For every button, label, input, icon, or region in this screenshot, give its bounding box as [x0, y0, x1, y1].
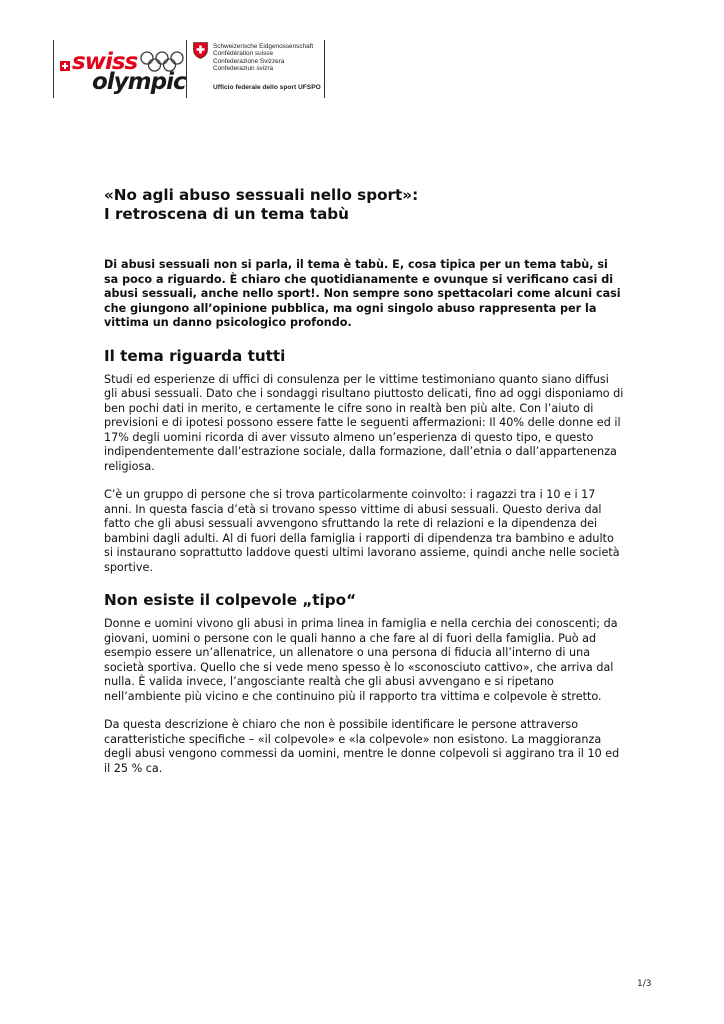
- page-number: 1/3: [637, 979, 652, 989]
- section-heading: Il tema riguarda tutti: [104, 346, 286, 365]
- swiss-olympic-logo: [59, 45, 184, 95]
- confederation-text: [213, 43, 313, 73]
- title-line: «No agli abuso sessuali nello sport»:: [104, 186, 419, 204]
- paragraph: Studi ed esperienze di uffici di consulenza per le vittime testimoniano quanto siano diffusi gli abusi sessuali. Dato che i sondaggi risultano piuttosto delicati, fino ad oggi disponiamo di ben pochi dati in merito, e certamente le cifre sono in realtà ben più alte. Con l’aiuto di previsioni e di ipotesi possono essere fatte le seguenti affermazioni: Il 40% delle donne ed il 17% degli uomini ricorda di aver vissuto almeno un’esperienza di questo tipo, e questo indipendentemente dall’estrazione sociale, dalla formazione, dall’etnia o dall’appartenenza religiosa.: [104, 372, 624, 473]
- lead-paragraph: Di abusi sessuali non si parla, il tema è tabù. E, cosa tipica per un tema tabù, si sa poco a riguardo. È chiaro che quotidianamente e ovunque si verificano casi di abusi sessuali, anche nello sport!. Non sempre sono spettacolari come alcuni casi che giungono all’opinione pubblica, ma ogni singolo abuso rappresenta per la vittima un danno psicologico profondo.: [104, 258, 621, 329]
- swiss-cross-icon: [60, 61, 70, 71]
- confederation-line: Confédération suisse: [213, 50, 274, 58]
- confederation-line: Confederazione Svizzera: [213, 57, 285, 65]
- paragraph: Donne e uomini vivono gli abusi in prima linea in famiglia e nella cerchia dei conoscenti; da giovani, uomini o persone con le quali hanno a che fare al di fuori della famiglia. Può ad esempio essere un’allenatrice, un allenatore o una persona di fiducia all’interno di una società sportiva. Quello che si vede meno spesso è lo «sconosciuto cattivo», che arriva dal nulla. È valida invece, l’angosciante realtà che gli abusi avvengano e si ripetano nell’ambiente più vicino e che continuino più il rapporto tra vittima e colpevole è stretto.: [104, 617, 618, 703]
- title-line: I retroscena di un tema tabù: [104, 205, 349, 223]
- divider: [53, 40, 54, 98]
- confederation-line: Schweizerische Eidgenossenschaft: [213, 43, 314, 50]
- paragraph: C’è un gruppo di persone che si trova particolarmente coinvolto: i ragazzi tra i 10 e i 17 anni. In questa fascia d’età si trovano spesso vittime di abusi sessuali. Questo deriva dal fatto che gli abusi sessuali avvengono sfruttando la rete di relazioni e la dipendenza dei bambini dagli adulti. Al di fuori della famiglia i rapporti di dipendenza tra bambino e adulto si instaurano soprattutto laddove questi ultimi lavorano assieme, quindi anche nelle società sportive.: [104, 488, 620, 574]
- section-heading: Non esiste il colpevole „tipo“: [104, 591, 357, 609]
- office-name: Ufficio federale dello sport UFSPO: [213, 84, 321, 91]
- document-body: [104, 186, 624, 790]
- header: [53, 40, 325, 98]
- divider: [324, 40, 325, 98]
- swiss-shield-icon: [193, 42, 208, 59]
- document-title: [104, 186, 624, 224]
- olympic-rings-icon: [139, 51, 185, 73]
- divider: [186, 40, 187, 98]
- logo-word-olympic: olympic: [92, 69, 186, 95]
- paragraph: Da questa descrizione è chiaro che non è possibile identificare le persone attraverso caratteristiche specifiche – «il colpevole» e «la colpevole» non esistono. La maggioranza degli abusi vengono commessi da uomini, mentre le donne colpevoli si aggirano tra il 10 ed il 25 % ca.: [104, 718, 620, 775]
- logo-word-swiss: swiss: [72, 49, 138, 75]
- confederation-line: Confederaziun svizra: [213, 65, 274, 73]
